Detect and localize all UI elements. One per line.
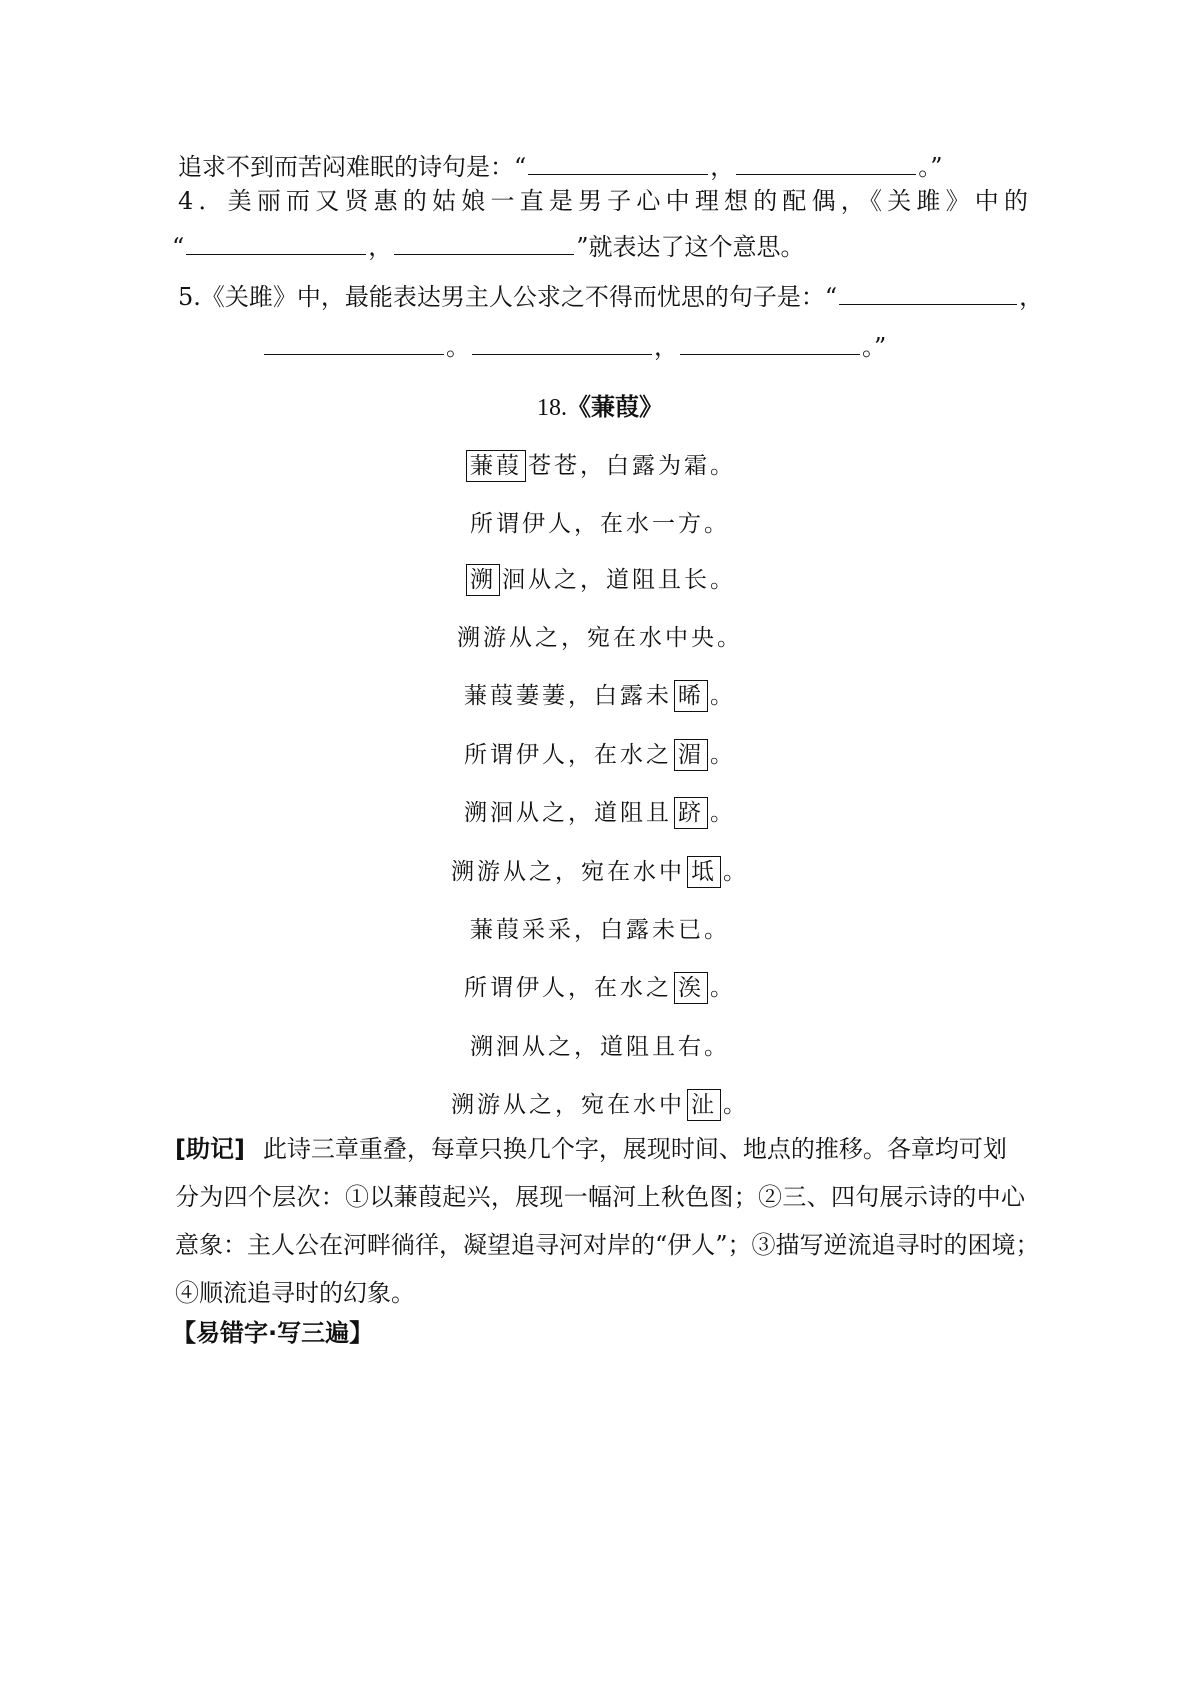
note-line-4: ④顺流追寻时的幻象。 [175, 1279, 415, 1307]
poem-line [0, 852, 1200, 892]
highlighted-character-box: 溯 [466, 564, 500, 596]
question-5-text: 5.《关雎》中，最能表达男主人公求之不得而忧思的句子是：“ [178, 283, 838, 311]
question-4-end: ”就表达了这个意思。 [576, 233, 805, 261]
poem-line [0, 504, 1200, 544]
poem-line [0, 618, 1200, 658]
poem-line-text: 。 [710, 683, 736, 709]
poem-line-text: 洄从之，道阻且长。 [502, 567, 736, 593]
highlighted-character-box: 坻 [687, 856, 721, 888]
highlighted-character-box: 涘 [674, 972, 708, 1004]
question-4-line-1: 4．美丽而又贤惠的姑娘一直是男子心中理想的配偶，《关雎》中的 [178, 187, 1028, 215]
highlighted-character-box: 跻 [674, 797, 708, 829]
poem-line-text: 溯洄从之，道阻且右。 [470, 1034, 730, 1060]
poem-line [0, 1027, 1200, 1067]
question-3-line [178, 150, 1028, 184]
poem-line-text: 所谓伊人，在水一方。 [470, 511, 730, 537]
poem-line-text: 。 [710, 800, 736, 826]
note-text-1: 此诗三章重叠，每章只换几个字，展现时间、地点的推移。各章均可划 [262, 1135, 1007, 1163]
poem-line-text: 。 [710, 742, 736, 768]
punct-end: 。” [918, 153, 943, 181]
punct-period: 。 [446, 333, 470, 361]
highlighted-character-box: 沚 [687, 1089, 721, 1121]
punct-comma: ， [368, 233, 393, 261]
poem-line-text: 溯洄从之，道阻且 [464, 800, 672, 826]
poem-title [0, 390, 1200, 425]
poem-number: 18. [537, 395, 567, 421]
note-line-2: 分为四个层次：①以蒹葭起兴，展现一幅河上秋色图；②三、四句展示诗的中心 [175, 1183, 1025, 1211]
poem-line-text: 溯游从之，宛在水中 [451, 859, 685, 885]
highlighted-character-box: 湄 [674, 739, 708, 771]
answer-blank [839, 282, 1017, 305]
poem-line-text: 溯游从之，宛在水中 [451, 1092, 685, 1118]
answer-blank [394, 232, 574, 255]
poem-line-text: 蒹葭萋萋，白露未 [464, 683, 672, 709]
question-5-line-1 [178, 280, 1044, 314]
poem-line-text: 。 [723, 859, 749, 885]
note-line-3: 意象：主人公在河畔徜徉，凝望追寻河对岸的“伊人”；③描写逆流追寻时的困境； [175, 1231, 1040, 1259]
punct-end: 。” [862, 333, 887, 361]
poem-line-text: 所谓伊人，在水之 [464, 742, 672, 768]
poem-line-text: 。 [710, 975, 736, 1001]
poem-line-text: 。 [723, 1092, 749, 1118]
poem-line [0, 793, 1200, 833]
poem-line-text: 蒹葭采采，白露未已。 [470, 917, 730, 943]
note-label: [助记] [175, 1135, 245, 1163]
answer-blank [680, 332, 860, 355]
answer-blank [736, 152, 916, 175]
question-4-line-2 [172, 230, 1022, 264]
poem-line [0, 560, 1200, 600]
note-line-1 [175, 1132, 1025, 1166]
poem-line-text: 所谓伊人，在水之 [464, 975, 672, 1001]
poem-line [0, 676, 1200, 716]
poem-line [0, 968, 1200, 1008]
poem-line [0, 735, 1200, 775]
poem-line [0, 1085, 1200, 1125]
poem-title-text: 《蒹葭》 [567, 393, 663, 421]
answer-blank [186, 232, 366, 255]
punct-open-quote: “ [172, 233, 185, 261]
question-3-text: 追求不到而苦闷难眠的诗句是：“ [178, 153, 527, 181]
question-5-line-2 [262, 330, 1112, 364]
punct-comma: ， [710, 153, 735, 181]
section-heading: 【易错字·写三遍】 [172, 1319, 374, 1347]
poem-line [0, 910, 1200, 950]
poem-line-text: 苍苍，白露为霜。 [528, 453, 736, 479]
highlighted-character-box: 蒹葭 [466, 450, 526, 482]
answer-blank [472, 332, 652, 355]
punct-comma: ， [654, 333, 678, 361]
answer-blank [264, 332, 444, 355]
poem-line-text: 溯游从之，宛在水中央。 [457, 625, 743, 651]
highlighted-character-box: 晞 [674, 680, 708, 712]
poem-line [0, 446, 1200, 486]
punct-comma: ， [1019, 283, 1044, 311]
answer-blank [528, 152, 708, 175]
